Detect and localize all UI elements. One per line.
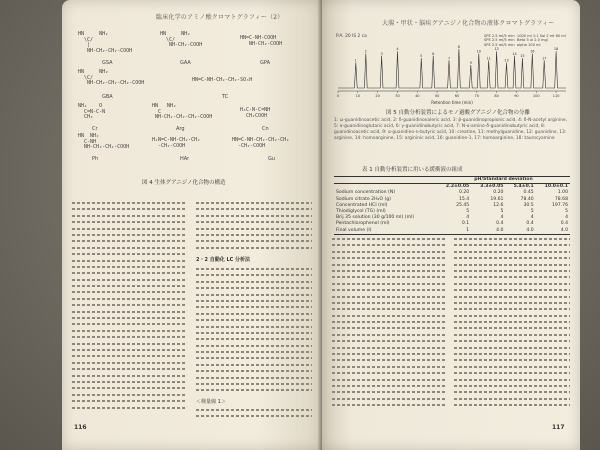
left-text-column-2c <box>196 407 312 420</box>
structure-name: Arg <box>176 126 185 132</box>
left-text-column-1 <box>72 200 186 411</box>
subheading: ＜検量線 1＞ <box>196 399 226 405</box>
table-cell: 4 <box>500 215 504 221</box>
peak-label: 18 <box>553 47 559 52</box>
structure-formula: HN=C-NH-COOH NH-CH₂-COOH <box>240 35 283 47</box>
peak-label: 16 <box>530 49 535 54</box>
table-cell: Concentrated HCl (ml) <box>336 202 388 208</box>
table-cell: Thiodiglycol (TG) (ml) <box>336 209 386 215</box>
peak-label: 3 <box>380 51 383 56</box>
x-axis-label: Retention time (min) <box>431 100 473 105</box>
table-cell: Pentachlorophenol (ml) <box>336 221 390 227</box>
x-tick-label: 50 <box>434 94 440 98</box>
table-cell: 78.40 <box>520 196 534 202</box>
structure-name: HAr <box>180 156 190 162</box>
structure-name: GPA <box>260 60 270 66</box>
table-cell: 4.0 <box>505 228 535 235</box>
x-tick-label: 0 <box>336 94 340 98</box>
left-text-column-2b <box>196 266 312 394</box>
chromatogram-plot <box>334 36 570 106</box>
x-tick-label: 30 <box>395 94 400 98</box>
x-tick-label: 20 <box>375 94 380 98</box>
table-cell: 4 <box>466 215 470 221</box>
x-tick-label: 10 <box>355 94 361 98</box>
table-row <box>334 228 570 235</box>
peak-label: 8 <box>457 44 461 49</box>
table-cell: 25.45 <box>456 202 470 208</box>
left-running-head: 臨床化学のアミノ酸クロマトグラフィー（2） <box>156 14 284 21</box>
structure-formula: HN NH₂ C-NH NH-CH₂-CH₂-COOH <box>78 133 130 150</box>
right-running-head: 大腸・甲状・脳疾グアニジノ化合物の液体クロマトグラフィー <box>382 20 555 27</box>
table-cell: 78.68 <box>554 196 568 202</box>
structure-diagram <box>72 30 312 170</box>
table-cell: 1.00 <box>557 190 568 196</box>
left-page-number: 116 <box>74 424 87 431</box>
structure-formula: HN NH₂ \C/ NH-CH₂-COOH <box>160 31 203 48</box>
peak-label: 11 <box>486 56 491 61</box>
section-heading: 2・2 自動化 LC 分析法 <box>196 257 251 263</box>
right-figure-caption: 図 5 自動分析装置によるモノ過酸グアニジノ化合物の分離 <box>386 110 530 116</box>
structure-formula: HN NH₂ C NH-CH₂-CH₂-CH₂-COOH <box>152 103 213 120</box>
x-tick-label: 80 <box>494 94 499 98</box>
table-cell: 5 <box>530 209 534 215</box>
table-cell: 0.20 <box>458 190 470 196</box>
right-page <box>322 0 580 450</box>
table-cell: Sodium citrate 2H₂O (g) <box>336 196 391 202</box>
peak-label: 13 <box>504 58 509 63</box>
chart-label: P.A. 20 IS 2 ca <box>336 34 367 39</box>
table-cell: Brij 35 solution (30 g/100 ml) (ml) <box>336 215 415 221</box>
x-tick-label: 90 <box>514 94 519 98</box>
table-cell: 30.5 <box>523 202 534 208</box>
structure-name: GBA <box>102 94 113 100</box>
right-page-number: 117 <box>552 424 565 431</box>
table-title: 表 1 自動分析装置に用いる緩衝液の組成 <box>362 167 463 173</box>
x-tick-label: 60 <box>454 94 460 98</box>
peak-label: 10 <box>476 49 482 54</box>
peak-label: 4 <box>396 47 399 52</box>
table-cell: 0.4 <box>496 221 504 227</box>
x-tick-label: 40 <box>415 94 420 98</box>
table-cell: 0.4 <box>560 221 568 227</box>
structure-name: Cn <box>262 126 269 132</box>
table-header: 3.3±0.05 <box>480 184 504 190</box>
x-tick-label: 70 <box>474 94 480 98</box>
table-cell: 5 <box>466 209 470 215</box>
table-cell: 5 <box>565 209 568 215</box>
structure-name: Gu <box>268 156 276 162</box>
table-cell: 12.6 <box>493 202 504 208</box>
table-group-header: pH/Standard deviation <box>437 177 570 184</box>
table-header: 5.4±0.1 <box>513 184 534 190</box>
table-corner <box>334 177 437 184</box>
chart-annotation: SPE 2.5 ml/5 min 1000 ml 1:1 Sol 2 rel 60 ml SPE 2.5 ml/5 min Beta 3 ul 2.0 mg/ SPE 2.5 ml/5 min alpha 100 ml <box>484 34 566 47</box>
peak-label: 9 <box>469 61 472 65</box>
table-cell: 0.1 <box>461 221 470 227</box>
buffer-table <box>334 176 570 235</box>
structure-name: TC <box>222 94 229 100</box>
table-cell: 1 <box>437 228 471 235</box>
peak-label: 5 <box>420 54 423 59</box>
table-cell: 4.0 <box>471 228 505 235</box>
structure-formula: HN=C-NH-CH₂-CH₂-SO₃H <box>192 77 253 83</box>
structure-formula: HN NH₂ \C/ NH-CH₂-CH₂-CH₂-COOH <box>78 69 145 86</box>
table-header: 2.2±0.05 <box>445 184 470 190</box>
table-cell: 4 <box>530 215 534 221</box>
x-tick-label: 100 <box>532 94 540 98</box>
structure-name: Cr <box>92 126 98 132</box>
chromatogram-trace <box>338 49 566 88</box>
structure-name: GSA <box>102 60 113 66</box>
structure-name: GAA <box>180 60 191 66</box>
table-cell: Final volume (l) <box>334 228 437 235</box>
peak-label: 14 <box>512 51 517 56</box>
table-cell: 0.20 <box>493 190 504 196</box>
chromatogram <box>334 36 570 106</box>
peak-label: 2 <box>364 49 367 54</box>
peak-label: 1 <box>354 58 357 63</box>
table-header: 10.0±0.1 <box>544 184 568 190</box>
structure-formula: H₂N=C-NH-CH₂-CH₂ -CH₂-COOH <box>152 137 201 149</box>
table-cell: 4.0 <box>536 228 570 235</box>
peak-label: 7 <box>447 56 451 61</box>
table-cell: 4 <box>565 215 568 221</box>
peak-label: 6 <box>432 51 435 56</box>
table-cell: 0.4 <box>526 221 534 227</box>
x-tick-label: 110 <box>552 94 560 98</box>
right-text-column-1 <box>332 236 446 409</box>
peak-label: 12 <box>494 47 499 52</box>
structure-formula: HN=C-NH-CH₂-CH₂-CH₂ -CH₂-COOH <box>232 137 290 149</box>
figure-legend: 1: ω-guanidinoacetic acid, 2: δ-guanidinovaleric acid, 3: β-guanidinopropionic acid, 4: δ-N-acetyl arginine, 5: α-guanidinoglutaric acid, 6: γ-guanidinobutyric acid, 7: N-α-amino-δ-guanidinobutyric acid, 8: guanidinoacetic acid, 9: α-guanidino-n-butyric acid, 10: creatine, 11: methylguanidine, 12: guanidine, 13: arginine, 14: homoarginine, 15: argininic acid, 16: guanidine-1, 17: homoarginine, 18: taurocyamine <box>334 118 567 141</box>
table-cell: 5 <box>500 209 504 215</box>
structure-formula: HN NH₂ \C/ | NH-CH₂-CH₂-COOH <box>78 31 133 54</box>
left-page <box>62 0 322 450</box>
right-text-column-2 <box>454 236 570 409</box>
structure-formula: NH₂ O C=N-C-N CH₃ <box>78 103 106 120</box>
peak-label: 17 <box>541 56 547 61</box>
structure-formula: H₃C-N-C=NH CH₂COOH <box>240 107 271 119</box>
left-figure-caption: 図 4 生体グアニジノ化合物の構造 <box>142 180 226 186</box>
left-text-column-2 <box>196 200 312 251</box>
structure-name: Ph <box>92 156 99 162</box>
table-cell: 0.45 <box>523 190 534 196</box>
peak-label: 15 <box>520 54 525 59</box>
table-cell: 19.61 <box>490 196 504 202</box>
table-cell: Sodium concentration (N) <box>336 190 396 196</box>
table-cell: 197.76 <box>551 202 568 208</box>
table-cell: 15.4 <box>458 196 470 202</box>
